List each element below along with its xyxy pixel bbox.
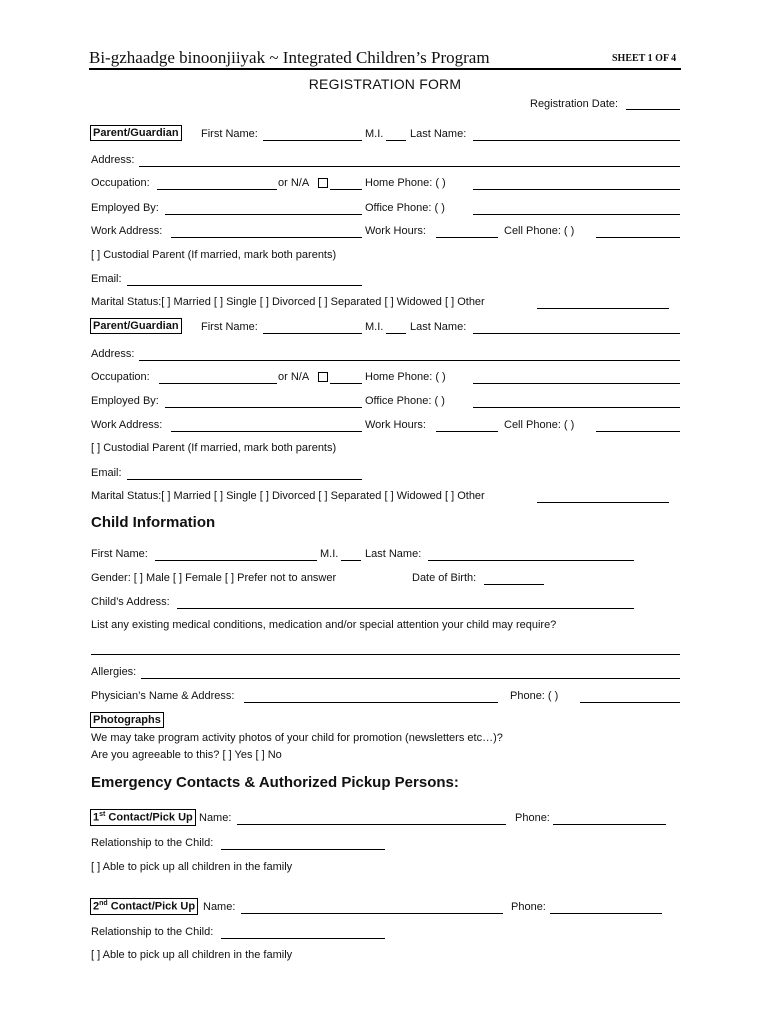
contact-phone-label: Phone: xyxy=(515,812,550,824)
mi-label: M.I. xyxy=(365,321,384,333)
physician-phone-field[interactable] xyxy=(580,702,680,703)
guardian-box-label: Parent/Guardian xyxy=(90,125,182,141)
marital-status-options[interactable]: Marital Status:[ ] Married [ ] Single [ ] Divorced [ ] Separated [ ] Widowed [ ] Other xyxy=(91,296,485,308)
photographs-question: We may take program activity photos of your child for promotion (newsletters etc…)? xyxy=(91,732,503,744)
relationship-field[interactable] xyxy=(221,938,385,939)
guardian-work-address-field[interactable] xyxy=(171,431,362,432)
contact-phone-field[interactable] xyxy=(553,824,666,825)
email-label: Email: xyxy=(91,467,122,479)
child-last-name-field[interactable] xyxy=(428,560,634,561)
work-address-label: Work Address: xyxy=(91,225,163,237)
last-name-label: Last Name: xyxy=(410,321,467,333)
guardian-first-name-field[interactable] xyxy=(263,333,362,334)
photographs-consent-options[interactable]: Are you agreeable to this? [ ] Yes [ ] No xyxy=(91,749,282,761)
child-dob-label: Date of Birth: xyxy=(412,572,477,584)
na-checkbox[interactable] xyxy=(318,178,328,188)
cell-phone-label: Cell Phone: ( ) xyxy=(504,225,575,237)
last-name-label: Last Name: xyxy=(410,128,467,140)
medical-conditions-label: List any existing medical conditions, medication and/or special attention your child may require? xyxy=(91,619,557,631)
child-first-name-field[interactable] xyxy=(155,560,317,561)
emergency-contacts-heading: Emergency Contacts & Authorized Pickup Persons: xyxy=(91,774,459,791)
child-last-name-label: Last Name: xyxy=(365,548,422,560)
contact-name-field[interactable] xyxy=(237,824,506,825)
address-label: Address: xyxy=(91,348,135,360)
guardian-occupation-field[interactable] xyxy=(157,189,277,190)
employed-by-label: Employed By: xyxy=(91,202,159,214)
relationship-label: Relationship to the Child: xyxy=(91,837,214,849)
guardian-home-phone-field[interactable] xyxy=(473,189,680,190)
first-name-label: First Name: xyxy=(201,128,258,140)
allergies-field[interactable] xyxy=(141,678,680,679)
medical-conditions-field[interactable] xyxy=(91,654,680,655)
na-checkbox[interactable] xyxy=(318,372,328,382)
mi-label: M.I. xyxy=(365,128,384,140)
custodial-parent-checkbox[interactable]: [ ] Custodial Parent (If married, mark both parents) xyxy=(91,249,337,261)
contact-name-label: Name: xyxy=(199,812,232,824)
guardian-address-field[interactable] xyxy=(139,360,680,361)
cell-phone-label: Cell Phone: ( ) xyxy=(504,419,575,431)
photographs-box-label: Photographs xyxy=(90,712,164,728)
contact-ordinal-suffix: st xyxy=(99,811,106,818)
contact-ordinal-suffix: nd xyxy=(99,900,108,907)
occupation-label: Occupation: xyxy=(91,177,150,189)
work-hours-label: Work Hours: xyxy=(365,225,426,237)
guardian-employed-by-field[interactable] xyxy=(165,214,362,215)
physician-label: Physician’s Name & Address: xyxy=(91,690,235,702)
contact-name-field[interactable] xyxy=(241,913,503,914)
guardian-mi-field[interactable] xyxy=(386,333,406,334)
guardian-work-address-field[interactable] xyxy=(171,237,362,238)
child-mi-field[interactable] xyxy=(341,560,361,561)
guardian-address-field[interactable] xyxy=(139,166,680,167)
contact-box-label xyxy=(90,898,198,915)
marital-status-options[interactable]: Marital Status:[ ] Married [ ] Single [ ] Divorced [ ] Separated [ ] Widowed [ ] Other xyxy=(91,490,485,502)
relationship-label: Relationship to the Child: xyxy=(91,926,214,938)
allergies-label: Allergies: xyxy=(91,666,137,678)
guardian-cell-phone-field[interactable] xyxy=(596,431,680,432)
marital-other-field[interactable] xyxy=(537,308,669,309)
relationship-field[interactable] xyxy=(221,849,385,850)
sheet-number: SHEET 1 OF 4 xyxy=(612,53,677,64)
occupation-label: Occupation: xyxy=(91,371,150,383)
guardian-home-phone-field[interactable] xyxy=(473,383,680,384)
na-line xyxy=(330,189,362,190)
guardian-email-field[interactable] xyxy=(127,479,362,480)
home-phone-label: Home Phone: ( ) xyxy=(365,177,446,189)
na-line xyxy=(330,383,362,384)
contact-ordinal-number: 2 xyxy=(93,900,100,913)
header-rule xyxy=(89,68,681,70)
address-label: Address: xyxy=(91,154,135,166)
first-name-label: First Name: xyxy=(201,321,258,333)
guardian-work-hours-field[interactable] xyxy=(436,431,498,432)
contact-phone-label: Phone: xyxy=(511,901,546,913)
or-na-label: or N/A xyxy=(278,371,310,383)
child-info-heading: Child Information xyxy=(91,514,216,531)
form-title: REGISTRATION FORM xyxy=(308,76,462,92)
child-address-label: Child’s Address: xyxy=(91,596,170,608)
office-phone-label: Office Phone: ( ) xyxy=(365,202,445,214)
custodial-parent-checkbox[interactable]: [ ] Custodial Parent (If married, mark both parents) xyxy=(91,442,337,454)
guardian-first-name-field[interactable] xyxy=(263,140,362,141)
program-title: Bi-gzhaadge binoonjiiyak ~ Integrated Children’s Program xyxy=(89,48,490,67)
physician-phone-label: Phone: ( ) xyxy=(510,690,559,702)
contact-box-text: Contact/Pick Up xyxy=(107,900,196,913)
marital-other-field[interactable] xyxy=(537,502,669,503)
guardian-work-hours-field[interactable] xyxy=(436,237,498,238)
contact-phone-field[interactable] xyxy=(550,913,662,914)
work-address-label: Work Address: xyxy=(91,419,163,431)
pickup-all-checkbox[interactable]: [ ] Able to pick up all children in the family xyxy=(91,949,293,961)
contact-ordinal-number: 1 xyxy=(93,811,100,824)
email-label: Email: xyxy=(91,273,122,285)
guardian-employed-by-field[interactable] xyxy=(165,407,362,408)
contact-name-label: Name: xyxy=(203,901,236,913)
work-hours-label: Work Hours: xyxy=(365,419,426,431)
office-phone-label: Office Phone: ( ) xyxy=(365,395,445,407)
physician-field[interactable] xyxy=(244,702,498,703)
child-first-name-label: First Name: xyxy=(91,548,148,560)
guardian-email-field[interactable] xyxy=(127,285,362,286)
guardian-box-label: Parent/Guardian xyxy=(90,318,182,334)
home-phone-label: Home Phone: ( ) xyxy=(365,371,446,383)
contact-box-text: Contact/Pick Up xyxy=(105,811,193,824)
employed-by-label: Employed By: xyxy=(91,395,159,407)
pickup-all-checkbox[interactable]: [ ] Able to pick up all children in the family xyxy=(91,861,293,873)
child-address-field[interactable] xyxy=(177,608,634,609)
guardian-occupation-field[interactable] xyxy=(159,383,277,384)
guardian-last-name-field[interactable] xyxy=(473,140,680,141)
guardian-mi-field[interactable] xyxy=(386,140,406,141)
child-gender-options[interactable]: Gender: [ ] Male [ ] Female [ ] Prefer not to answer xyxy=(91,572,337,584)
contact-box-label xyxy=(90,809,196,826)
or-na-label: or N/A xyxy=(278,177,310,189)
guardian-cell-phone-field[interactable] xyxy=(596,237,680,238)
guardian-last-name-field[interactable] xyxy=(473,333,680,334)
registration-date-field[interactable] xyxy=(626,109,680,110)
guardian-office-phone-field[interactable] xyxy=(473,214,680,215)
guardian-office-phone-field[interactable] xyxy=(473,407,680,408)
child-dob-field[interactable] xyxy=(484,584,544,585)
child-mi-label: M.I. xyxy=(320,548,339,560)
registration-date-label: Registration Date: xyxy=(530,98,619,110)
